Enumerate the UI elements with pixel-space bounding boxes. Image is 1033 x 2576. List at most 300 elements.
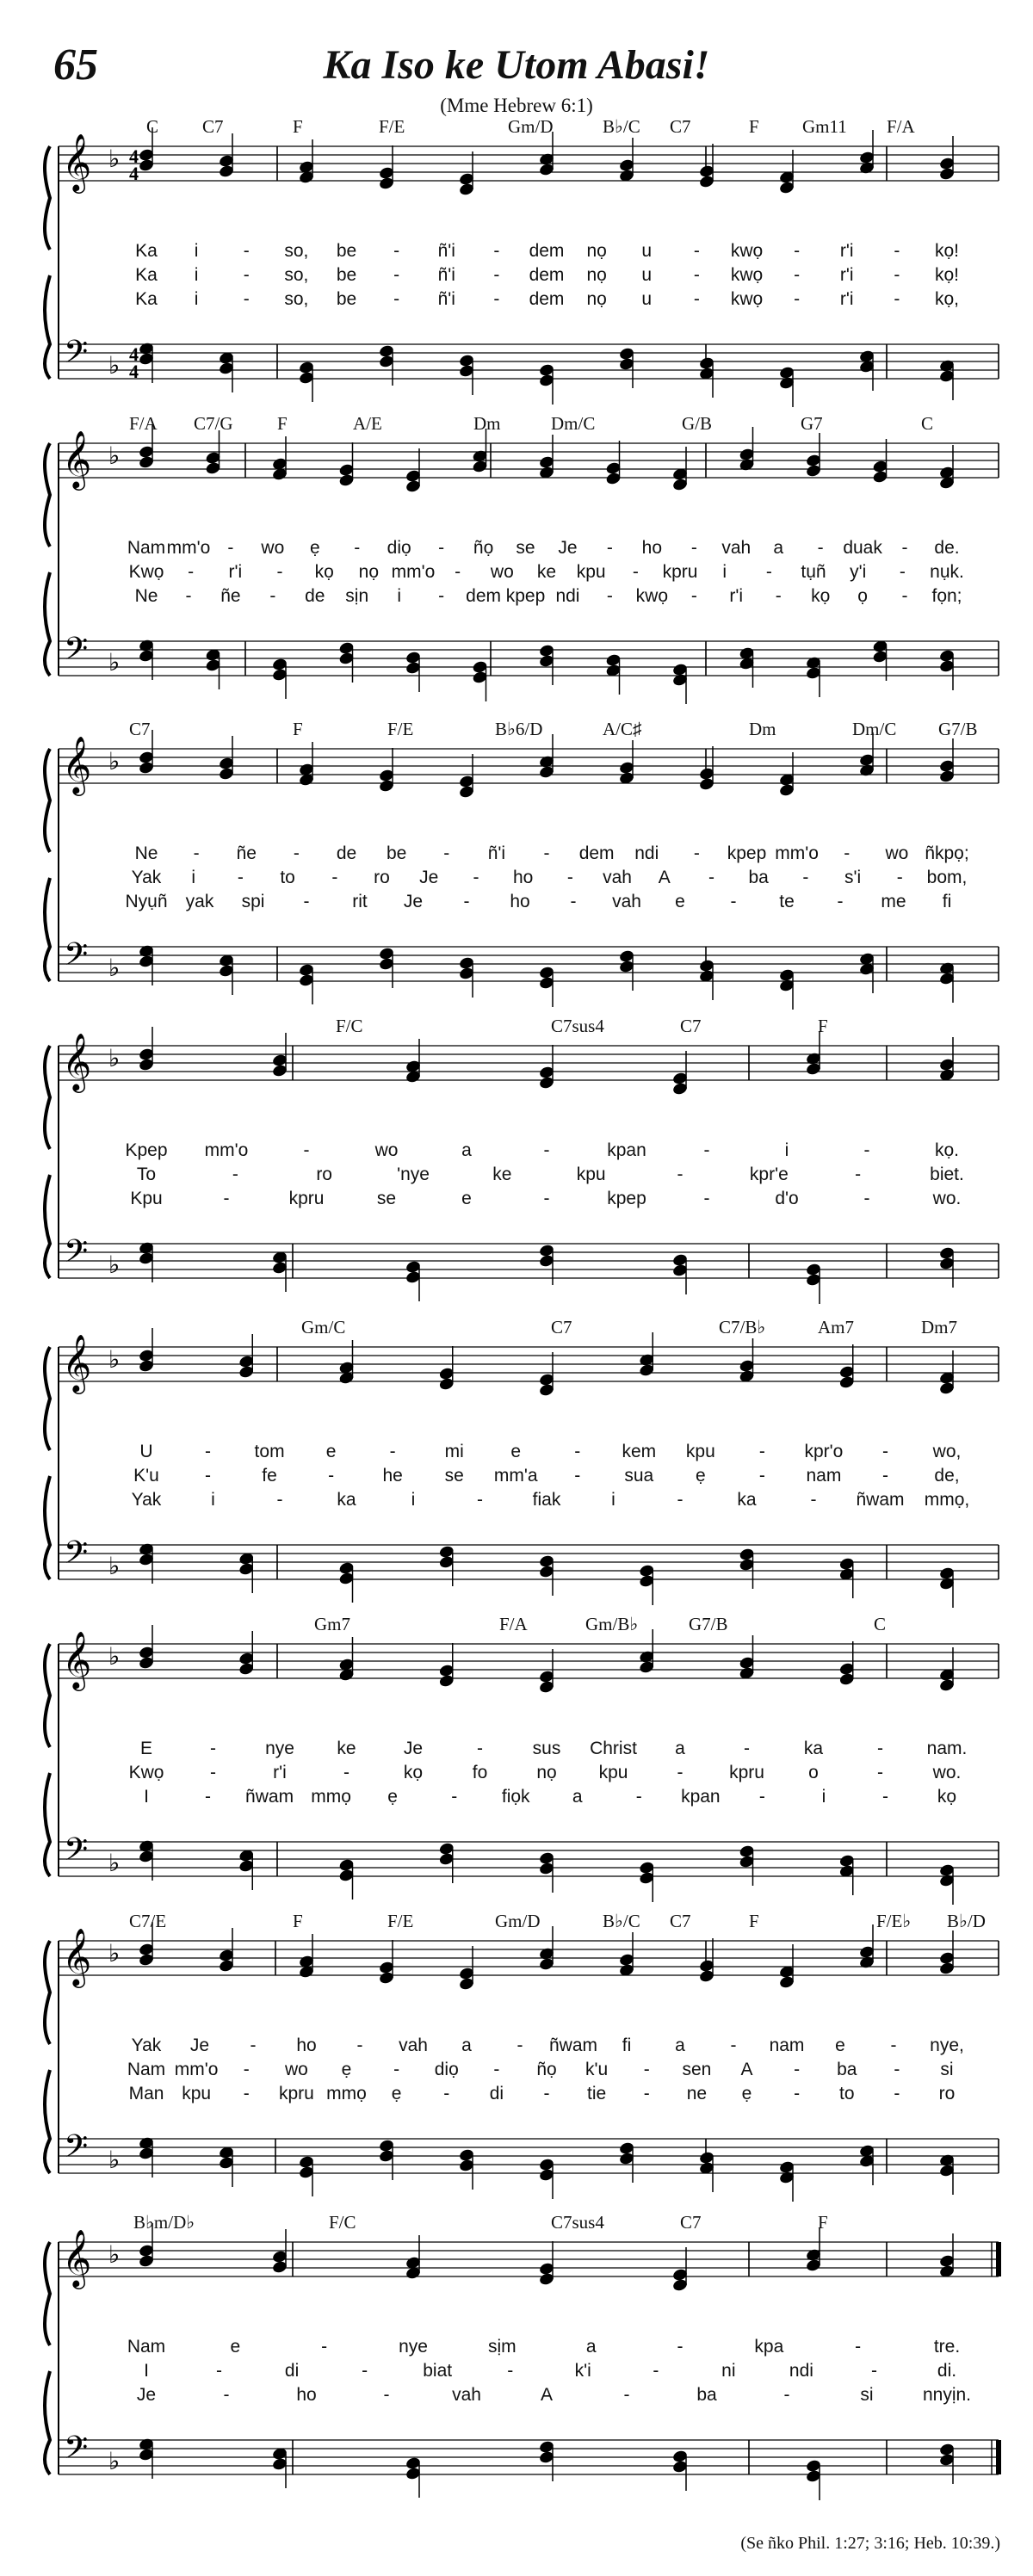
- lyric-syllable: vah: [721, 538, 752, 558]
- lyric-syllable: -: [877, 1739, 883, 1758]
- lyric-syllable: -: [863, 1140, 870, 1160]
- lyric-syllable: i: [397, 586, 402, 606]
- lyric-syllable: ẹ: [387, 1787, 398, 1807]
- lyric-syllable: i: [722, 562, 727, 582]
- lyric-syllable: fi: [942, 892, 952, 911]
- lyric-syllable: kwọ: [730, 265, 764, 285]
- lyric-syllable: dem: [578, 843, 615, 863]
- lyric-syllable: kpr'o: [804, 1442, 844, 1461]
- lyric-syllable: ho: [512, 868, 534, 887]
- lyric-syllable: -: [881, 1466, 888, 1486]
- chord-symbol: Gm/D: [495, 1911, 541, 1931]
- lyric-syllable: ba: [837, 2060, 857, 2079]
- lyric-syllable: nnyịn.: [922, 2385, 972, 2405]
- brace: [45, 275, 50, 379]
- lyric-syllable: nụk.: [930, 562, 964, 582]
- lyric-syllable: kpru: [288, 1189, 325, 1208]
- lyric-syllable: -: [493, 265, 500, 285]
- lyric-syllable: ka: [737, 1490, 757, 1510]
- lyric-syllable: ndi: [634, 843, 659, 863]
- lyric-syllable: vah: [452, 2385, 481, 2405]
- lyric-syllable: ñ'i: [437, 265, 455, 285]
- lyric-syllable: -: [606, 538, 613, 558]
- lyric-syllable: e: [230, 2337, 241, 2357]
- lyric-syllable: -: [210, 1763, 216, 1782]
- lyric-syllable: -: [393, 289, 400, 309]
- lyric-syllable: U: [139, 1442, 153, 1461]
- chord-symbol: C7: [551, 1317, 572, 1337]
- lyric-syllable: -: [493, 241, 500, 261]
- lyric-syllable: -: [243, 265, 250, 285]
- lyric-syllable: -: [223, 2385, 230, 2405]
- lyric-syllable: -: [730, 892, 737, 911]
- chord-symbol: C7sus4: [551, 1016, 604, 1036]
- bass-clef-icon: 𝄢: [64, 1535, 89, 1578]
- lyric-syllable: de.: [934, 538, 960, 558]
- lyric-syllable: -: [810, 1490, 817, 1510]
- lyric-syllable: -: [193, 843, 200, 863]
- lyric-syllable: mmọ: [326, 2084, 367, 2103]
- lyric-syllable: 'nye: [397, 1164, 430, 1184]
- lyric-syllable: -: [855, 1164, 862, 1184]
- lyric-syllable: -: [243, 2060, 250, 2079]
- lyric-syllable: a: [675, 2035, 685, 2055]
- lyric-syllable: kwọ: [730, 289, 764, 309]
- bass-clef-icon: 𝄢: [64, 1832, 89, 1875]
- lyric-syllable: -: [269, 586, 276, 606]
- lyric-syllable: i: [194, 289, 199, 309]
- lyric-syllable: -: [303, 892, 310, 911]
- lyric-syllable: ho: [510, 892, 530, 911]
- lyric-syllable: biat: [423, 2361, 453, 2381]
- chord-symbol: C: [874, 1614, 887, 1634]
- lyric-syllable: -: [250, 2035, 257, 2055]
- lyric-syllable: -: [623, 2385, 630, 2405]
- time-signature: 4: [129, 361, 139, 382]
- lyric-syllable: Kwọ: [128, 562, 164, 582]
- lyric-syllable: sen: [682, 2060, 712, 2079]
- lyric-syllable: ẹ: [309, 538, 320, 558]
- lyric-syllable: -: [632, 562, 639, 582]
- lyric-syllable: Je: [403, 1739, 424, 1758]
- chord-symbol: B♭/C: [603, 1911, 640, 1931]
- lyric-syllable: -: [896, 868, 903, 887]
- chord-symbol: C7/E: [129, 1911, 167, 1931]
- lyric-syllable: -: [210, 1739, 216, 1758]
- lyric-syllable: be: [336, 265, 357, 285]
- lyric-syllable: -: [794, 289, 801, 309]
- lyric-syllable: ẹ: [391, 2084, 402, 2103]
- lyric-syllable: de,: [934, 1466, 960, 1486]
- lyric-syllable: -: [185, 586, 192, 606]
- chord-symbol: F: [818, 1016, 828, 1036]
- lyric-syllable: wo.: [932, 1763, 962, 1782]
- lyric-syllable: -: [677, 1164, 684, 1184]
- bass-clef-icon: 𝄢: [64, 631, 89, 675]
- lyric-syllable: si: [860, 2385, 874, 2405]
- chord-symbol: A/E: [353, 413, 382, 434]
- chord-symbol: F: [293, 719, 303, 739]
- brace: [45, 2242, 50, 2345]
- lyric-syllable: ñwam: [245, 1787, 294, 1807]
- lyric-syllable: -: [877, 1763, 883, 1782]
- lyric-syllable: wo: [284, 2060, 308, 2079]
- key-flat-icon: ♭: [108, 747, 121, 775]
- lyric-syllable: -: [331, 868, 338, 887]
- lyric-syllable: rit: [352, 892, 368, 911]
- lyric-syllable: i: [194, 241, 199, 261]
- brace: [45, 2070, 50, 2173]
- lyric-syllable: k'u: [585, 2060, 609, 2079]
- lyric-syllable: -: [730, 2035, 737, 2055]
- chord-symbol: C7sus4: [551, 2212, 604, 2233]
- chord-symbol: F/E: [387, 719, 414, 739]
- brace: [45, 572, 50, 676]
- lyric-syllable: Je: [419, 868, 439, 887]
- lyric-syllable: mm'a: [493, 1466, 538, 1486]
- lyric-syllable: kọ.: [934, 1140, 960, 1160]
- lyric-syllable: kọ: [811, 586, 831, 606]
- lyric-syllable: -: [703, 1189, 710, 1208]
- brace: [45, 749, 50, 852]
- chord-symbol: Gm/D: [508, 116, 554, 137]
- time-signature: 4: [129, 343, 139, 365]
- lyric-syllable: -: [794, 2060, 801, 2079]
- lyric-syllable: -: [493, 2060, 500, 2079]
- lyric-syllable: -: [362, 2361, 368, 2381]
- lyric-syllable: be: [336, 289, 357, 309]
- key-flat-icon: ♭: [108, 351, 121, 380]
- chord-symbol: B♭/D: [947, 1911, 986, 1931]
- lyric-syllable: kpep: [607, 1189, 646, 1208]
- treble-clef-icon: 𝄞: [62, 735, 92, 794]
- lyric-syllable: a: [773, 538, 784, 558]
- lyric-syllable: fi: [622, 2035, 632, 2055]
- lyric-syllable: -: [516, 2035, 523, 2055]
- chord-symbol: F: [293, 116, 303, 137]
- lyric-syllable: A: [740, 2060, 753, 2079]
- chord-symbol: F/A: [129, 413, 158, 434]
- lyric-syllable: ro: [938, 2084, 956, 2103]
- lyric-syllable: yak: [185, 892, 214, 911]
- lyric-syllable: de: [305, 586, 325, 606]
- lyric-syllable: -: [389, 1442, 396, 1461]
- lyric-syllable: -: [677, 1763, 684, 1782]
- lyric-syllable: kpru: [729, 1763, 764, 1782]
- lyric-syllable: -: [894, 241, 900, 261]
- lyric-syllable: mmọ: [311, 1787, 351, 1807]
- lyric-syllable: o: [808, 1763, 819, 1782]
- chord-symbol: A/C♯: [603, 719, 642, 739]
- lyric-syllable: -: [276, 1490, 283, 1510]
- chord-symbol: Am7: [818, 1317, 854, 1337]
- lyric-syllable: kọ: [403, 1763, 424, 1782]
- lyric-syllable: kpu: [182, 2084, 212, 2103]
- lyric-syllable: sua: [624, 1466, 654, 1486]
- lyric-syllable: d'o: [775, 1189, 799, 1208]
- lyric-syllable: fiọk: [501, 1787, 530, 1807]
- lyric-syllable: -: [443, 843, 450, 863]
- lyric-syllable: ba: [748, 868, 769, 887]
- lyric-syllable: dem: [529, 289, 565, 309]
- lyric-syllable: kpan: [607, 1140, 646, 1160]
- lyric-syllable: nọ: [586, 241, 607, 261]
- lyric-syllable: ro: [374, 868, 390, 887]
- lyric-syllable: -: [343, 1763, 349, 1782]
- chord-symbol: B♭/C: [603, 116, 640, 137]
- lyric-syllable: -: [677, 1490, 684, 1510]
- lyric-syllable: te: [779, 892, 795, 911]
- lyric-syllable: s'i: [844, 868, 862, 887]
- lyric-syllable: -: [894, 265, 900, 285]
- lyric-syllable: se: [444, 1466, 464, 1486]
- brace: [45, 1046, 50, 1149]
- lyric-syllable: kpu: [685, 1442, 715, 1461]
- lyric-syllable: ñọ: [473, 538, 494, 558]
- lyric-syllable: -: [276, 562, 283, 582]
- lyric-syllable: -: [443, 2084, 450, 2103]
- lyric-syllable: Kpep: [125, 1140, 168, 1160]
- lyric-syllable: -: [477, 1739, 483, 1758]
- lyric-syllable: r'i: [228, 562, 243, 582]
- lyric-syllable: i: [211, 1490, 215, 1510]
- lyric-syllable: biet.: [930, 1164, 964, 1184]
- bass-clef-icon: 𝄢: [64, 2430, 89, 2474]
- lyric-syllable: dem: [466, 586, 502, 606]
- treble-clef-icon: 𝄞: [62, 1927, 92, 1986]
- lyric-syllable: -: [393, 241, 400, 261]
- lyric-syllable: e: [325, 1442, 337, 1461]
- lyric-syllable: -: [794, 2084, 801, 2103]
- chord-symbol: F/C: [329, 2212, 356, 2233]
- lyric-syllable: -: [451, 1787, 458, 1807]
- chord-symbol: F: [749, 1911, 759, 1931]
- lyric-syllable: -: [243, 289, 250, 309]
- lyric-syllable: i: [821, 1787, 826, 1807]
- lyric-syllable: -: [901, 538, 908, 558]
- lyric-syllable: r'i: [839, 289, 854, 309]
- lyric-syllable: nọ: [586, 265, 607, 285]
- lyric-syllable: Kwọ: [128, 1763, 164, 1782]
- lyric-syllable: -: [758, 1787, 765, 1807]
- chord-symbol: C7: [670, 1911, 691, 1931]
- lyric-syllable: Man: [128, 2084, 164, 2103]
- lyric-syllable: k'i: [574, 2361, 591, 2381]
- lyric-syllable: -: [227, 538, 234, 558]
- lyric-syllable: Yak: [131, 868, 162, 887]
- lyric-syllable: A: [658, 868, 671, 887]
- lyric-syllable: dem: [529, 241, 565, 261]
- chord-symbol: F/E: [379, 116, 405, 137]
- lyric-syllable: Kpu: [130, 1189, 163, 1208]
- lyric-syllable: -: [890, 2035, 897, 2055]
- lyric-syllable: kọ,: [934, 289, 960, 309]
- chord-symbol: Gm/B♭: [585, 1614, 639, 1634]
- lyric-syllable: nye: [399, 2337, 428, 2357]
- chord-symbol: F/C: [336, 1016, 363, 1036]
- treble-clef-icon: 𝄞: [62, 2228, 92, 2287]
- hymn-title: Ka Iso ke Utom Abasi!: [323, 42, 710, 88]
- lyric-syllable: -: [708, 868, 714, 887]
- hymn-number: 65: [53, 40, 98, 90]
- lyric-syllable: wo.: [932, 1189, 962, 1208]
- lyric-syllable: -: [693, 241, 700, 261]
- lyric-syllable: To: [136, 1164, 157, 1184]
- lyric-syllable: kpr'e: [749, 1164, 789, 1184]
- bass-clef-icon: 𝄢: [64, 334, 89, 378]
- lyric-syllable: -: [463, 892, 470, 911]
- lyric-syllable: di: [284, 2361, 300, 2381]
- lyric-syllable: -: [894, 2084, 900, 2103]
- lyric-syllable: fo: [472, 1763, 488, 1782]
- lyric-syllable: tre.: [933, 2337, 961, 2357]
- lyric-syllable: be: [386, 843, 407, 863]
- lyric-syllable: -: [205, 1466, 212, 1486]
- lyric-syllable: -: [758, 1466, 765, 1486]
- lyric-syllable: -: [677, 2337, 684, 2357]
- lyric-syllable: i: [191, 868, 196, 887]
- scripture-reference: (Mme Hebrew 6:1): [440, 95, 593, 116]
- chord-symbol: Dm: [473, 413, 501, 434]
- lyric-syllable: Nyụñ: [125, 892, 168, 911]
- time-signature: 4: [129, 163, 139, 184]
- lyric-syllable: mm'o: [166, 538, 211, 558]
- treble-clef-icon: 𝄞: [62, 133, 92, 191]
- lyric-syllable: E: [139, 1739, 153, 1758]
- lyric-syllable: wo: [374, 1140, 399, 1160]
- lyric-syllable: to: [838, 2084, 855, 2103]
- bass-clef-icon: 𝄢: [64, 1233, 89, 1277]
- chord-symbol: F: [293, 1911, 303, 1931]
- lyric-syllable: -: [690, 586, 697, 606]
- lyric-syllable: -: [507, 2361, 514, 2381]
- key-flat-icon: ♭: [108, 1251, 121, 1279]
- lyric-syllable: to: [280, 868, 295, 887]
- lyric-syllable: nam: [769, 2035, 805, 2055]
- lyric-syllable: nye,: [930, 2035, 964, 2055]
- treble-clef-icon: 𝄞: [62, 429, 92, 488]
- lyric-syllable: -: [438, 586, 445, 606]
- lyric-syllable: ñwam: [856, 1490, 905, 1510]
- chord-symbol: Dm: [749, 719, 776, 739]
- lyric-syllable: -: [293, 843, 300, 863]
- lyric-syllable: -: [243, 241, 250, 261]
- lyric-syllable: -: [881, 1442, 888, 1461]
- lyric-syllable: e: [510, 1442, 522, 1461]
- brace: [45, 2371, 50, 2474]
- lyric-syllable: ẹ: [696, 1466, 706, 1486]
- chord-symbol: C7: [670, 116, 691, 137]
- lyric-syllable: kem: [622, 1442, 657, 1461]
- lyric-syllable: -: [606, 586, 613, 606]
- lyric-syllable: a: [461, 2035, 472, 2055]
- lyric-syllable: -: [303, 1140, 310, 1160]
- key-flat-icon: ♭: [108, 1849, 121, 1877]
- lyric-syllable: kwọ: [730, 241, 764, 261]
- key-flat-icon: ♭: [108, 145, 121, 173]
- lyric-syllable: y'i: [850, 562, 867, 582]
- lyric-syllable: Je: [403, 892, 424, 911]
- lyric-syllable: Nam: [127, 2337, 166, 2357]
- lyric-syllable: ni: [721, 2361, 736, 2381]
- lyric-syllable: Ne: [134, 586, 158, 606]
- lyric-syllable: -: [653, 2361, 659, 2381]
- lyric-syllable: -: [635, 1787, 642, 1807]
- lyric-syllable: Nam: [127, 538, 166, 558]
- lyric-syllable: i: [194, 265, 199, 285]
- lyric-syllable: a: [572, 1787, 583, 1807]
- lyric-syllable: -: [894, 2060, 900, 2079]
- lyric-syllable: -: [855, 2337, 862, 2357]
- lyric-syllable: nọ: [358, 562, 380, 582]
- lyric-syllable: ñ'i: [437, 241, 455, 261]
- lyric-syllable: be: [336, 241, 357, 261]
- lyric-syllable: -: [543, 843, 550, 863]
- chord-symbol: F/E♭: [876, 1911, 912, 1931]
- lyric-syllable: kọ: [937, 1787, 957, 1807]
- lyric-syllable: Je: [558, 538, 578, 558]
- lyric-syllable: -: [863, 1189, 870, 1208]
- lyric-syllable: e: [461, 1189, 472, 1208]
- lyric-syllable: ke: [536, 562, 557, 582]
- treble-clef-icon: 𝄞: [62, 1630, 92, 1689]
- lyric-syllable: vah: [612, 892, 641, 911]
- lyric-syllable: he: [382, 1466, 403, 1486]
- chord-symbol: G7/B: [938, 719, 978, 739]
- brace: [45, 443, 50, 547]
- lyric-syllable: kpa: [754, 2337, 784, 2357]
- lyric-syllable: kpru: [662, 562, 698, 582]
- treble-clef-icon: 𝄞: [62, 1032, 92, 1090]
- chord-symbol: B♭m/D♭: [133, 2212, 195, 2233]
- lyric-syllable: ke: [492, 1164, 512, 1184]
- lyric-syllable: u: [641, 265, 653, 285]
- chord-symbol: F/A: [499, 1614, 528, 1634]
- lyric-syllable: -: [901, 586, 908, 606]
- chord-symbol: C7/G: [194, 413, 233, 434]
- chord-symbol: F: [818, 2212, 828, 2233]
- lyric-syllable: -: [232, 1164, 238, 1184]
- lyric-syllable: -: [802, 868, 809, 887]
- lyric-syllable: ñ'i: [487, 843, 506, 863]
- lyric-syllable: r'i: [839, 241, 854, 261]
- lyric-syllable: -: [566, 868, 573, 887]
- lyric-syllable: kpu: [576, 562, 606, 582]
- lyric-syllable: -: [393, 2060, 400, 2079]
- bass-clef-icon: 𝄢: [64, 2128, 89, 2172]
- lyric-syllable: Christ: [590, 1739, 637, 1758]
- lyric-syllable: -: [574, 1442, 581, 1461]
- chord-symbol: B♭6/D: [495, 719, 543, 739]
- chord-symbol: F: [749, 116, 759, 137]
- lyric-syllable: so,: [284, 265, 309, 285]
- lyric-syllable: de: [336, 843, 357, 863]
- lyric-syllable: ka: [803, 1739, 824, 1758]
- lyric-syllable: ka: [337, 1490, 356, 1510]
- lyric-syllable: bom,: [926, 868, 968, 887]
- lyric-syllable: fiak: [532, 1490, 561, 1510]
- brace: [45, 1941, 50, 2044]
- chord-symbol: F/A: [887, 116, 915, 137]
- lyric-syllable: ba: [696, 2385, 717, 2405]
- lyric-syllable: sịn: [345, 586, 369, 606]
- chord-symbol: Dm/C: [551, 413, 596, 434]
- lyric-syllable: se: [376, 1189, 397, 1208]
- lyric-syllable: ho: [641, 538, 663, 558]
- lyric-syllable: ñkpọ;: [925, 843, 969, 863]
- lyric-syllable: wo: [490, 562, 514, 582]
- lyric-syllable: ñwam: [548, 2035, 598, 2055]
